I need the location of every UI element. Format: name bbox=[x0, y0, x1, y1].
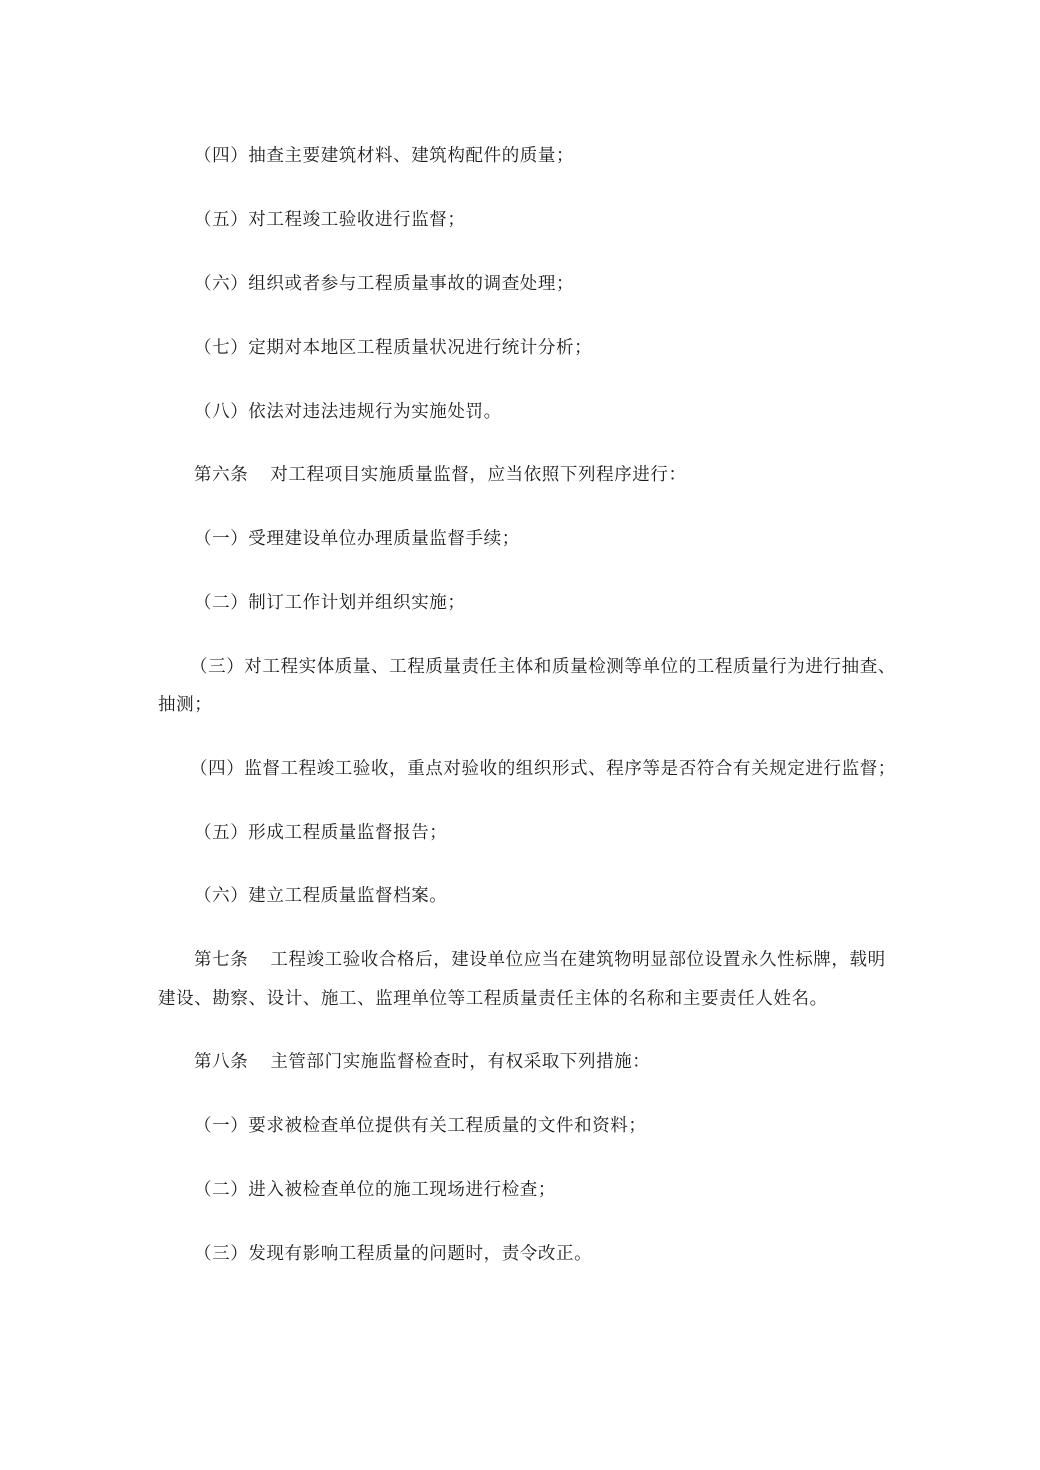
procedure-item-3-line-2: 抽测； bbox=[158, 695, 213, 715]
measure-item-3: （三）发现有影响工程质量的问题时，责令改正。 bbox=[194, 1244, 593, 1264]
procedure-item-6: （六）建立工程质量监督档案。 bbox=[194, 886, 448, 906]
article-8 bbox=[194, 1050, 650, 1074]
article-8-text: 主管部门实施监督检查时，有权采取下列措施： bbox=[270, 1052, 651, 1072]
procedure-item-4: （四）监督工程竣工验收，重点对验收的组织形式、程序等是否符合有关规定进行监督； bbox=[190, 759, 896, 779]
paragraph-item-6: （六）组织或者参与工程质量事故的调查处理； bbox=[194, 274, 575, 294]
measure-item-2: （二）进入被检查单位的施工现场进行检查； bbox=[194, 1180, 556, 1200]
article-6 bbox=[194, 463, 687, 487]
paragraph-item-8: （八）依法对违法违规行为实施处罚。 bbox=[194, 402, 502, 422]
article-6-text: 对工程项目实施质量监督，应当依照下列程序进行： bbox=[270, 465, 687, 485]
procedure-item-5: （五）形成工程质量监督报告； bbox=[194, 823, 448, 843]
article-8-number: 第八条 bbox=[194, 1052, 249, 1072]
article-7-line-2: 建设、勘察、设计、施工、监理单位等工程质量责任主体的名称和主要责任人姓名。 bbox=[158, 989, 828, 1009]
paragraph-item-4: （四）抽查主要建筑材料、建筑构配件的质量； bbox=[194, 146, 575, 166]
procedure-item-3-line-1: （三）对工程实体质量、工程质量责任主体和质量检测等单位的工程质量行为进行抽查、 bbox=[190, 657, 896, 677]
measure-item-1: （一）要求被检查单位提供有关工程质量的文件和资料； bbox=[194, 1116, 647, 1136]
article-6-number: 第六条 bbox=[194, 465, 249, 485]
article-7-text: 工程竣工验收合格后，建设单位应当在建筑物明显部位设置永久性标牌，载明 bbox=[270, 950, 886, 970]
procedure-item-2: （二）制订工作计划并组织实施； bbox=[194, 593, 466, 613]
procedure-item-1: （一）受理建设单位办理质量监督手续； bbox=[194, 529, 520, 549]
paragraph-item-5: （五）对工程竣工验收进行监督； bbox=[194, 210, 466, 230]
paragraph-item-7: （七）定期对本地区工程质量状况进行统计分析； bbox=[194, 338, 593, 358]
article-7-number: 第七条 bbox=[194, 950, 249, 970]
article-7-line-1 bbox=[194, 948, 886, 972]
